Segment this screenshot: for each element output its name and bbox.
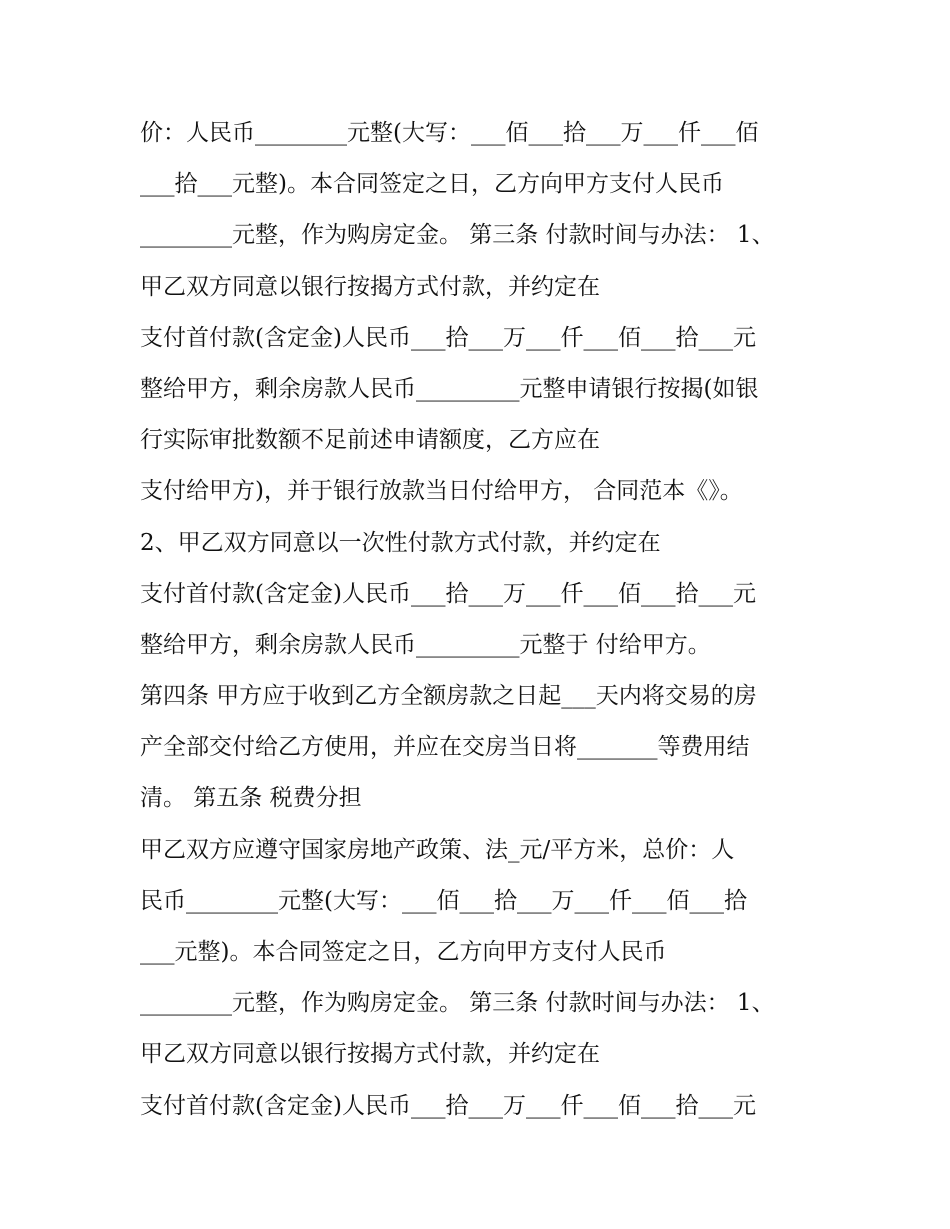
text-line: ________元整，作为购房定金。 第三条 付款时间与办法： 1、: [140, 222, 775, 249]
contract-body-text: [140, 108, 820, 1132]
text-line: 支付给甲方)，并于银行放款当日付给甲方， 合同范本《》。: [140, 478, 743, 505]
text-line: 2、甲乙双方同意以一次性付款方式付款，并约定在: [140, 529, 661, 556]
text-line: 甲乙双方应遵守国家房地产政策、法_元/平方米，总价：人: [140, 836, 735, 863]
text-line: 整给甲方，剩余房款人民币_________元整于 付给甲方。: [140, 631, 711, 658]
text-line: ________元整，作为购房定金。 第三条 付款时间与办法： 1、: [140, 990, 775, 1017]
text-line: 清。 第五条 税费分担: [140, 785, 362, 812]
text-line: 第四条 甲方应于收到乙方全额房款之日起___天内将交易的房: [140, 683, 757, 710]
text-line: 行实际审批数额不足前述申请额度，乙方应在: [140, 427, 600, 454]
text-line: ___元整)。本合同签定之日，乙方向甲方支付人民币: [140, 939, 667, 965]
text-line: 支付首付款(含定金)人民币___拾___万___仟___佰___拾___元: [140, 1092, 756, 1119]
text-line: 整给甲方，剩余房款人民币_________元整申请银行按揭(如银: [140, 375, 759, 402]
text-line: 产全部交付给乙方使用，并应在交房当日将_______等费用结: [140, 734, 750, 761]
text-line: 民币________元整(大写：___佰___拾___万___仟___佰___拾: [140, 887, 747, 914]
text-line: ___拾___元整)。本合同签定之日，乙方向甲方支付人民币: [140, 171, 724, 198]
text-line: 甲乙双方同意以银行按揭方式付款，并约定在: [140, 273, 600, 300]
text-line: 支付首付款(含定金)人民币___拾___万___仟___佰___拾___元: [140, 324, 756, 351]
text-line: 甲乙双方同意以银行按揭方式付款，并约定在: [140, 1041, 600, 1068]
text-line: 支付首付款(含定金)人民币___拾___万___仟___佰___拾___元: [140, 580, 756, 607]
text-line: 价：人民币________元整(大写：___佰___拾___万___仟___佰: [140, 120, 759, 146]
